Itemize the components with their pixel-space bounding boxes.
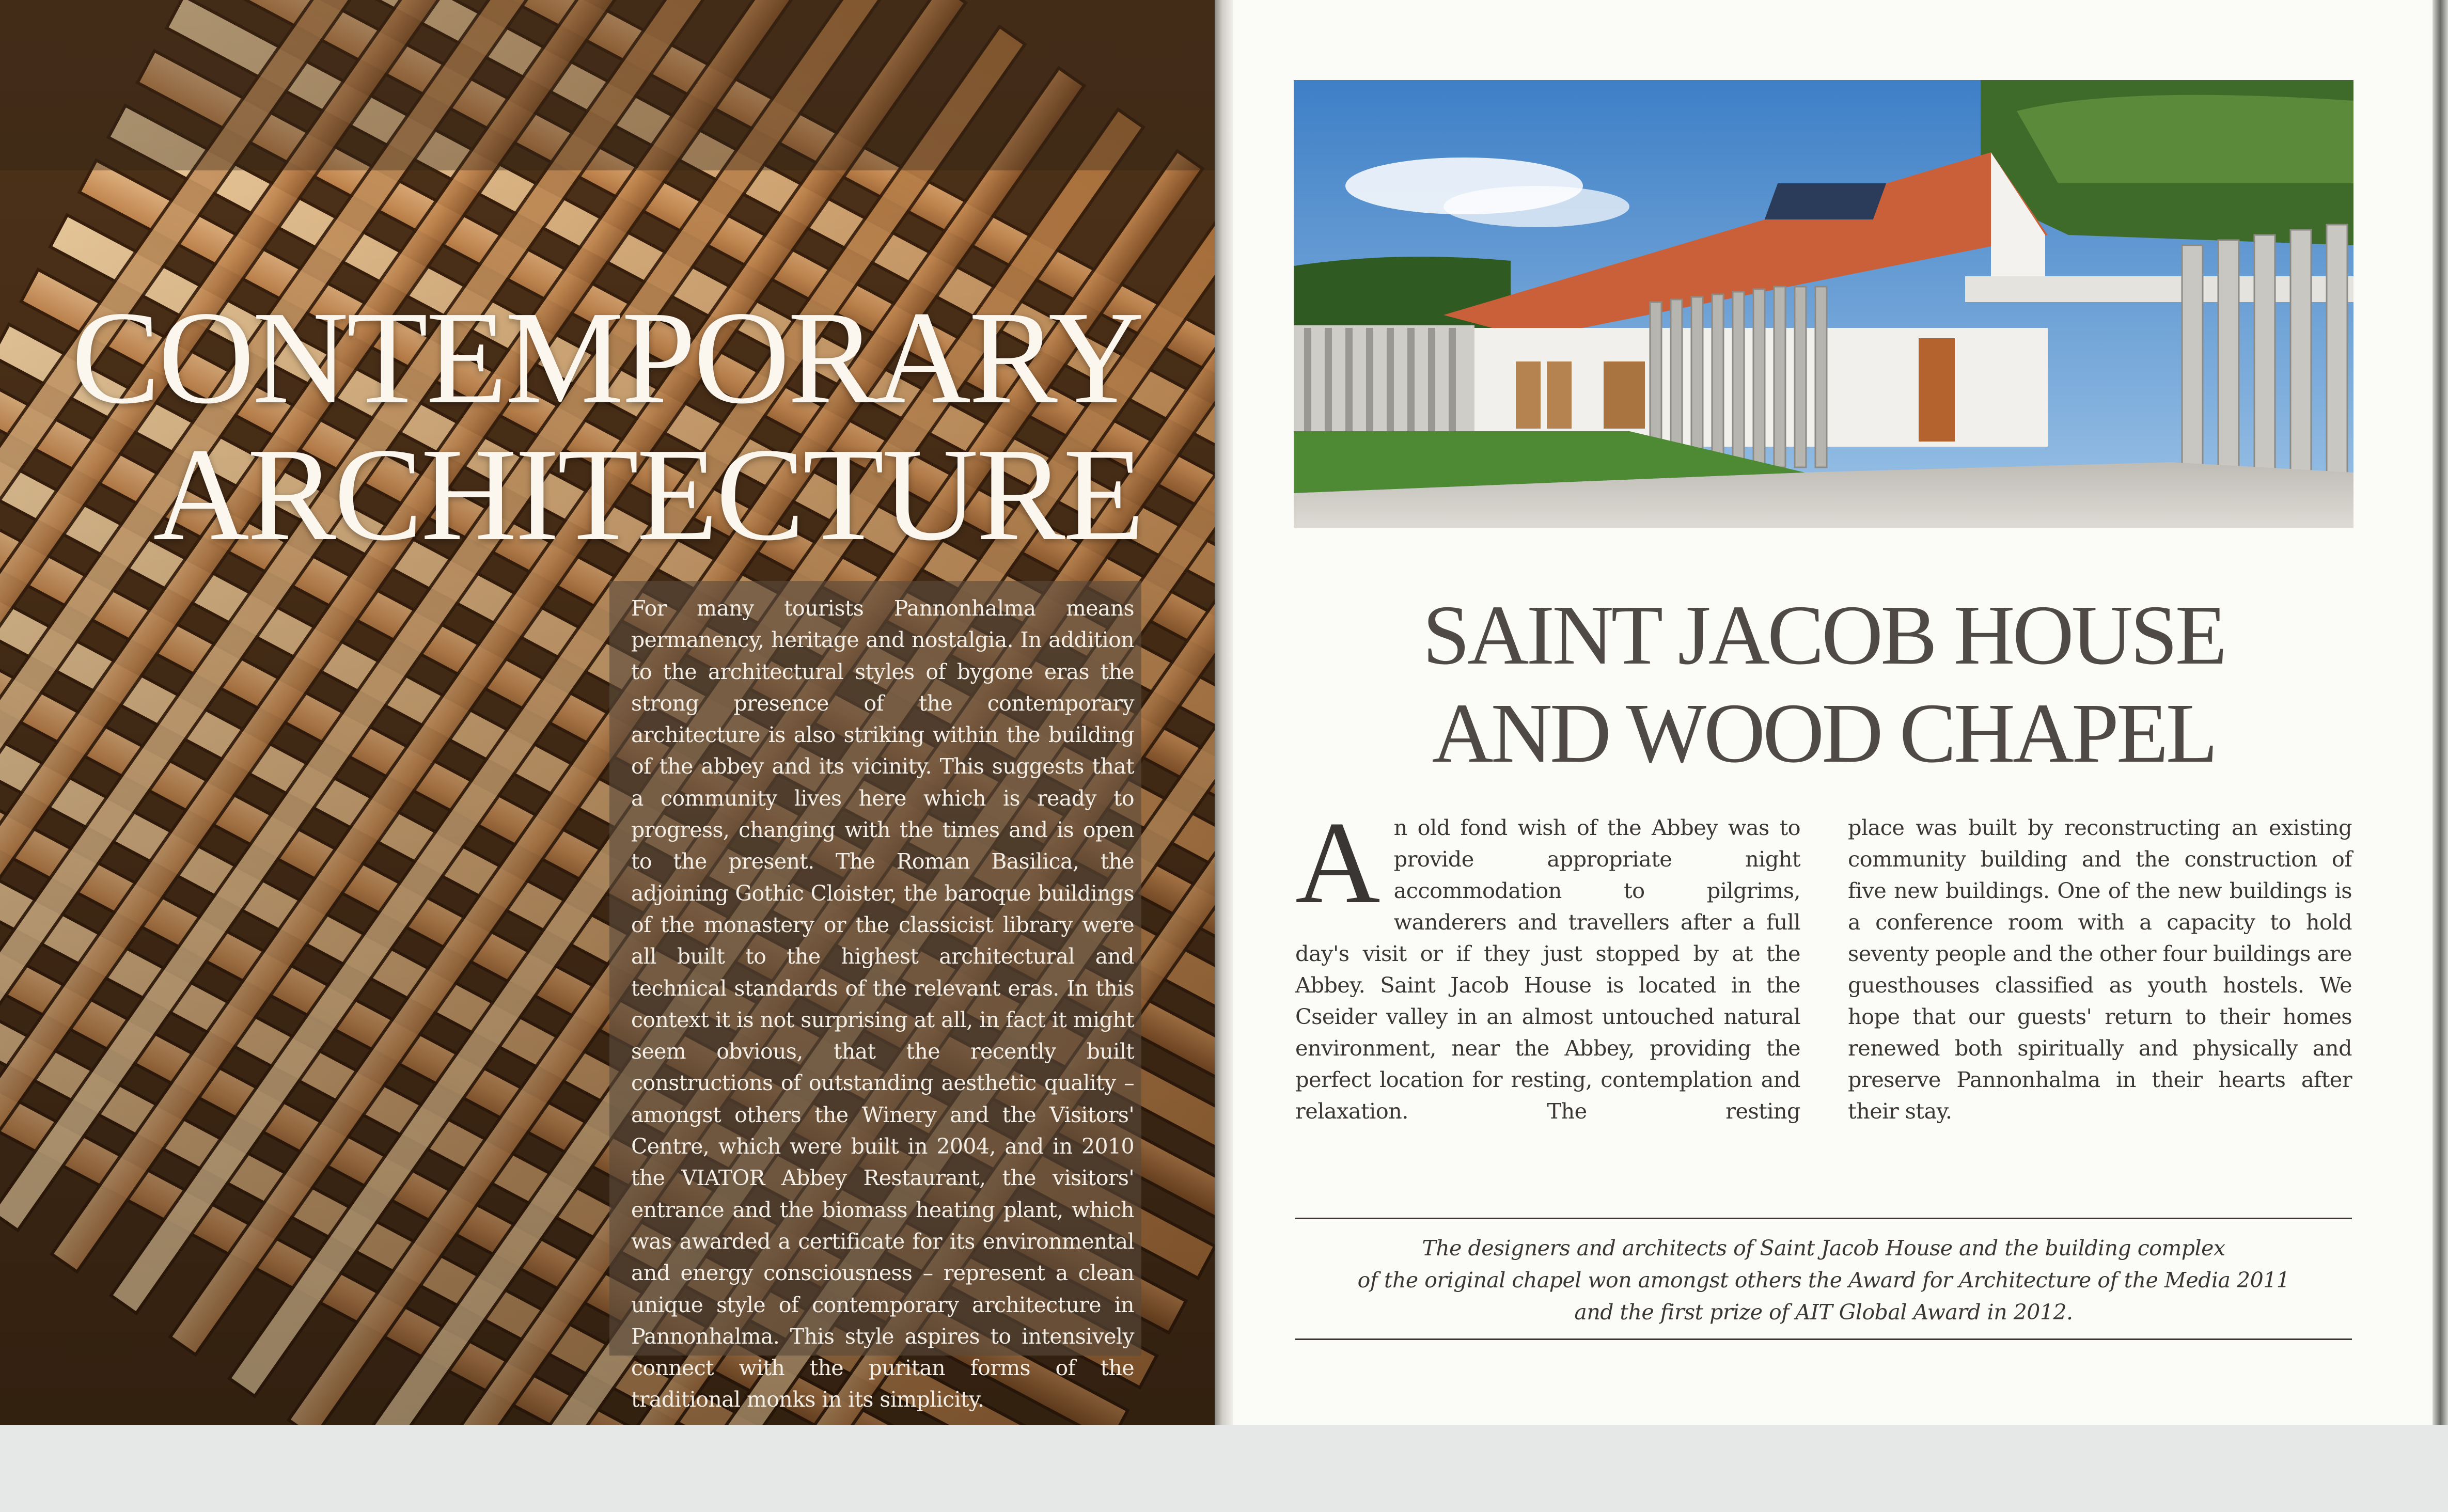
caption-bottom-rule bbox=[1295, 1338, 2352, 1340]
caption-line-2: of the original chapel won amongst others the Award for Architecture of the Media 2011 bbox=[1357, 1268, 2290, 1293]
saint-jacob-house-photo bbox=[1294, 80, 2353, 528]
article-title-line-2: AND WOOD CHAPEL bbox=[1432, 686, 2216, 780]
section-title bbox=[6, 284, 1142, 568]
article-title-line-1: SAINT JACOB HOUSE bbox=[1422, 588, 2225, 682]
page-edge bbox=[2433, 0, 2448, 1425]
column-1-text: n old fond wish of the Abbey was to provide appropriate night accommodation to pilgrims, wanderers and travellers after a full day's visit or if they just stopped by at the Abbey. Saint Jacob House is located in the Cseider valley in an almost untouched natural environment, near the Abbey, providing the perfect location for resting, contemplation and relaxation. The resting bbox=[1295, 815, 1800, 1124]
book-gutter bbox=[1215, 0, 1233, 1425]
drop-cap: A bbox=[1295, 798, 1380, 928]
column-2-text: place was built by reconstructing an existing community building and the construction of five new buildings. One of the new buildings is a conference room with a capacity to hold seventy people and the other four buildings are guesthouses classified as youth hostels. We hope that our guests' return to their homes renewed both spiritually and physically and preserve Pannonhalma in their hearts after their stay. bbox=[1848, 815, 2352, 1124]
body-column-2 bbox=[1848, 812, 2352, 1127]
scanner-background bbox=[0, 1425, 2448, 1512]
caption-line-1: The designers and architects of Saint Jacob House and the building complex bbox=[1422, 1236, 2225, 1261]
caption-line-3: and the first prize of AIT Global Award in 2012. bbox=[1574, 1300, 2073, 1325]
body-column-1 bbox=[1295, 798, 1800, 1127]
section-title-line-2: ARCHITECTURE bbox=[153, 420, 1142, 568]
caption-top-rule bbox=[1295, 1218, 2352, 1219]
section-title-line-1: CONTEMPORARY bbox=[71, 284, 1142, 431]
article-title bbox=[1294, 586, 2353, 782]
award-caption bbox=[1295, 1232, 2352, 1328]
intro-paragraph: For many tourists Pannonhalma means permanency, heritage and nostalgia. In addition to the architectural styles of bygone eras the strong presence of the contemporary architecture is also striking within the building of the abbey and its vicinity. This suggests that a community lives here which is ready to progress, changing with the times and is open to the present. The Roman Basilica, the adjoining Gothic Cloister, the baroque buildings of the monastery or the classicist library were all built to the highest architectural and technical standards of the relevant eras. In this context it is not surprising at all, in fact it might seem obvious, that the recently built constructions of outstanding aesthetic quality – amongst others the Winery and the Visitors' Centre, which were built in 2004, and in 2010 the VIATOR Abbey Restaurant, the visitors' entrance and the biomass heating plant, which was awarded a certificate for its environmental and energy consciousness – represent a clean unique style of contemporary architecture in Pannonhalma. This style aspires to intensively connect with the puritan forms of the traditional monks in its simplicity. bbox=[631, 596, 1134, 1412]
